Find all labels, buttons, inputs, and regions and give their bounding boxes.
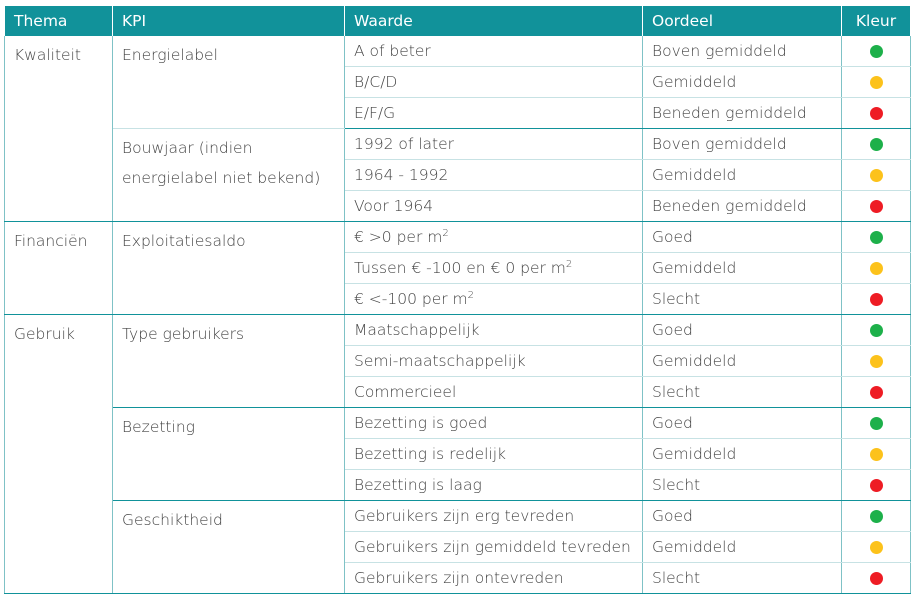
- kpi-cell: Bezetting: [113, 408, 345, 501]
- oordeel-cell: Slecht: [643, 470, 842, 501]
- kleur-cell: [842, 160, 911, 191]
- kleur-cell: [842, 284, 911, 315]
- kleur-cell: [842, 470, 911, 501]
- oordeel-cell: Gemiddeld: [643, 532, 842, 563]
- kpi-table: [4, 6, 911, 594]
- status-dot-icon: [870, 200, 883, 213]
- header-kleur: Kleur: [842, 6, 911, 36]
- status-dot-icon: [870, 76, 883, 89]
- superscript: 2: [442, 227, 449, 239]
- waarde-cell: Maatschappelijk: [345, 315, 643, 346]
- waarde-cell: Gebruikers zijn ontevreden: [345, 563, 643, 594]
- table-row: [5, 36, 911, 67]
- table-row: [5, 408, 911, 439]
- waarde-cell: 1992 of later: [345, 129, 643, 160]
- waarde-cell: B/C/D: [345, 67, 643, 98]
- oordeel-cell: Gemiddeld: [643, 439, 842, 470]
- thema-cell: Gebruik: [5, 315, 113, 594]
- header-kpi: KPI: [113, 6, 345, 36]
- kleur-cell: [842, 315, 911, 346]
- kleur-cell: [842, 253, 911, 284]
- status-dot-icon: [870, 417, 883, 430]
- status-dot-icon: [870, 293, 883, 306]
- status-dot-icon: [870, 510, 883, 523]
- oordeel-cell: Goed: [643, 408, 842, 439]
- status-dot-icon: [870, 355, 883, 368]
- kleur-cell: [842, 36, 911, 67]
- thema-cell: Kwaliteit: [5, 36, 113, 222]
- oordeel-cell: Gemiddeld: [643, 346, 842, 377]
- oordeel-cell: Boven gemiddeld: [643, 129, 842, 160]
- waarde-cell: Gebruikers zijn gemiddeld tevreden: [345, 532, 643, 563]
- oordeel-cell: Goed: [643, 315, 842, 346]
- kleur-cell: [842, 501, 911, 532]
- status-dot-icon: [870, 541, 883, 554]
- kleur-cell: [842, 563, 911, 594]
- status-dot-icon: [870, 45, 883, 58]
- waarde-cell: Voor 1964: [345, 191, 643, 222]
- waarde-cell: Bezetting is laag: [345, 470, 643, 501]
- waarde-cell: [345, 284, 643, 315]
- table-row: [5, 501, 911, 532]
- status-dot-icon: [870, 479, 883, 492]
- oordeel-cell: Goed: [643, 501, 842, 532]
- header-oordeel: Oordeel: [643, 6, 842, 36]
- kpi-cell: Geschiktheid: [113, 501, 345, 594]
- waarde-cell: Semi-maatschappelijk: [345, 346, 643, 377]
- kleur-cell: [842, 377, 911, 408]
- kleur-cell: [842, 408, 911, 439]
- kleur-cell: [842, 191, 911, 222]
- status-dot-icon: [870, 324, 883, 337]
- waarde-cell: Bezetting is goed: [345, 408, 643, 439]
- status-dot-icon: [870, 169, 883, 182]
- waarde-cell: [345, 253, 643, 284]
- table-row: [5, 129, 911, 160]
- waarde-cell: Bezetting is redelijk: [345, 439, 643, 470]
- table-row: [5, 315, 911, 346]
- oordeel-cell: Slecht: [643, 563, 842, 594]
- kleur-cell: [842, 532, 911, 563]
- status-dot-icon: [870, 572, 883, 585]
- oordeel-cell: Goed: [643, 222, 842, 253]
- waarde-text: Tussen € -100 en € 0 per m: [354, 259, 566, 277]
- superscript: 2: [565, 258, 573, 270]
- status-dot-icon: [870, 231, 883, 244]
- waarde-cell: E/F/G: [345, 98, 643, 129]
- kleur-cell: [842, 67, 911, 98]
- kleur-cell: [842, 222, 911, 253]
- header-thema: Thema: [5, 6, 113, 36]
- table-row: [5, 222, 911, 253]
- status-dot-icon: [870, 386, 883, 399]
- oordeel-cell: Gemiddeld: [643, 160, 842, 191]
- kleur-cell: [842, 346, 911, 377]
- oordeel-cell: Beneden gemiddeld: [643, 191, 842, 222]
- waarde-cell: 1964 - 1992: [345, 160, 643, 191]
- oordeel-cell: Gemiddeld: [643, 253, 842, 284]
- oordeel-cell: Beneden gemiddeld: [643, 98, 842, 129]
- oordeel-cell: Boven gemiddeld: [643, 36, 842, 67]
- waarde-cell: Gebruikers zijn erg tevreden: [345, 501, 643, 532]
- waarde-cell: Commercieel: [345, 377, 643, 408]
- waarde-cell: A of beter: [345, 36, 643, 67]
- kleur-cell: [842, 439, 911, 470]
- kpi-cell: Type gebruikers: [113, 315, 345, 408]
- header-waarde: Waarde: [345, 6, 643, 36]
- kpi-cell: Exploitatiesaldo: [113, 222, 345, 315]
- kleur-cell: [842, 98, 911, 129]
- oordeel-cell: Slecht: [643, 377, 842, 408]
- oordeel-cell: Gemiddeld: [643, 67, 842, 98]
- kpi-cell: Energielabel: [113, 36, 345, 129]
- status-dot-icon: [870, 448, 883, 461]
- status-dot-icon: [870, 107, 883, 120]
- header-row: [5, 6, 911, 36]
- waarde-text: € <-100 per m: [354, 290, 468, 308]
- oordeel-cell: Slecht: [643, 284, 842, 315]
- kpi-cell: Bouwjaar (indien energielabel niet bekend): [113, 129, 345, 222]
- waarde-text: € >0 per m: [354, 228, 443, 246]
- status-dot-icon: [870, 138, 883, 151]
- superscript: 2: [467, 289, 475, 301]
- status-dot-icon: [870, 262, 883, 275]
- kleur-cell: [842, 129, 911, 160]
- waarde-cell: [345, 222, 643, 253]
- thema-cell: Financiën: [5, 222, 113, 315]
